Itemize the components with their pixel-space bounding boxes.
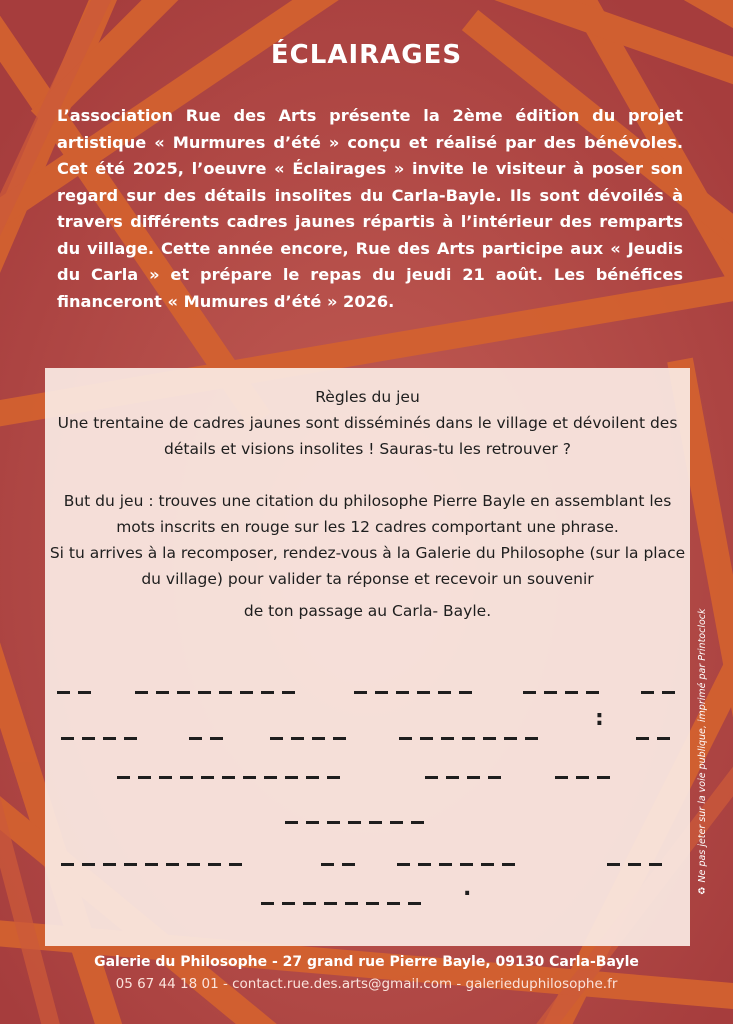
blank-letter	[306, 821, 319, 824]
blank-letter	[264, 776, 277, 779]
blank-letter	[82, 737, 95, 740]
blank-letter	[502, 863, 515, 866]
blank-letter	[555, 776, 568, 779]
blank-letter	[345, 902, 358, 905]
blank-letter	[586, 691, 599, 694]
blank-letter	[240, 691, 253, 694]
blank-letter	[657, 737, 670, 740]
blank-letter	[270, 737, 283, 740]
blank-letter	[138, 776, 151, 779]
blank-letter	[78, 691, 91, 694]
blank-letter	[333, 737, 346, 740]
blank-letter	[180, 776, 193, 779]
blank-letter	[504, 737, 517, 740]
blank-letter	[369, 821, 382, 824]
blank-letter	[390, 821, 403, 824]
blank-letter	[342, 863, 355, 866]
blank-letter	[201, 776, 214, 779]
blank-letter	[523, 691, 536, 694]
blank-letter	[187, 863, 200, 866]
blank-letter	[82, 863, 95, 866]
rules-paragraph-4: de ton passage au Carla- Bayle.	[243, 602, 492, 620]
blank-letter	[446, 776, 459, 779]
footer-contact: 05 67 44 18 01 - contact.rue.des.arts@gmail.com - galerieduphilosophe.fr	[115, 976, 618, 992]
blank-letter	[103, 863, 116, 866]
page-title: ÉCLAIRAGES	[270, 40, 463, 70]
rules-panel	[45, 368, 690, 946]
blank-letter	[291, 737, 304, 740]
blank-letter	[375, 691, 388, 694]
blank-letter	[312, 737, 325, 740]
puzzle-blanks	[45, 368, 690, 946]
blank-letter	[366, 902, 379, 905]
blank-letter	[156, 691, 169, 694]
blank-letter	[662, 691, 675, 694]
blank-letter	[198, 691, 211, 694]
blank-letter	[438, 691, 451, 694]
blank-letter	[210, 737, 223, 740]
puzzle-colon: :	[595, 706, 604, 731]
blank-letter	[145, 863, 158, 866]
blank-letter	[649, 863, 662, 866]
puzzle-period: .	[463, 876, 472, 901]
blank-letter	[411, 821, 424, 824]
rules-paragraph-3: Si tu arrives à la recomposer, rendez-vous à la Galerie du Philosophe (sur la place du village) pour valider ta réponse et recevoir un souvenir	[49, 544, 686, 588]
blank-letter	[103, 737, 116, 740]
blank-letter	[57, 691, 70, 694]
blank-letter	[641, 691, 654, 694]
blank-letter	[208, 863, 221, 866]
blank-letter	[327, 776, 340, 779]
blank-letter	[396, 691, 409, 694]
blank-letter	[439, 863, 452, 866]
blank-letter	[417, 691, 430, 694]
blank-letter	[425, 776, 438, 779]
blank-letter	[467, 776, 480, 779]
blank-letter	[607, 863, 620, 866]
blank-letter	[481, 863, 494, 866]
blank-letter	[243, 776, 256, 779]
blank-letter	[117, 776, 130, 779]
blank-letter	[61, 737, 74, 740]
rules-heading: Règles du jeu	[315, 388, 420, 406]
blank-letter	[219, 691, 232, 694]
blank-letter	[459, 691, 472, 694]
blank-letter	[397, 863, 410, 866]
blank-letter	[261, 691, 274, 694]
blank-letter	[229, 863, 242, 866]
blank-letter	[124, 737, 137, 740]
blank-letter	[488, 776, 501, 779]
blank-letter	[159, 776, 172, 779]
blank-letter	[483, 737, 496, 740]
blank-letter	[61, 863, 74, 866]
blank-letter	[285, 776, 298, 779]
blank-letter	[261, 902, 274, 905]
blank-letter	[303, 902, 316, 905]
side-note	[697, 555, 708, 895]
blank-letter	[282, 691, 295, 694]
footer-address: Galerie du Philosophe - 27 grand rue Pierre Bayle, 09130 Carla-Bayle	[94, 954, 639, 970]
blank-letter	[321, 863, 334, 866]
blank-letter	[628, 863, 641, 866]
rules-paragraph-2: But du jeu : trouves une citation du philosophe Pierre Bayle en assemblant les mots inscrits en rouge sur les 12 cadres comportant une phrase.	[63, 492, 672, 536]
blank-letter	[418, 863, 431, 866]
blank-letter	[348, 821, 361, 824]
blank-letter	[189, 737, 202, 740]
blank-letter	[222, 776, 235, 779]
blank-letter	[166, 863, 179, 866]
blank-letter	[327, 821, 340, 824]
blank-letter	[636, 737, 649, 740]
blank-letter	[135, 691, 148, 694]
rules-paragraph-1: Une trentaine de cadres jaunes sont disséminés dans le village et dévoilent des détails et visions insolites ! Sauras-tu les retrouver ?	[57, 414, 678, 458]
blank-letter	[324, 902, 337, 905]
blank-letter	[441, 737, 454, 740]
blank-letter	[576, 776, 589, 779]
blank-letter	[597, 776, 610, 779]
blank-letter	[354, 691, 367, 694]
side-note-text: Ne pas jeter sur la voie publique, imprimé par Printoclock	[697, 608, 708, 883]
blank-letter	[399, 737, 412, 740]
intro-paragraph: L’association Rue des Arts présente la 2ème édition du projet artistique « Murmures d’été » conçu et réalisé par des bénévoles. Cet été 2025, l’oeuvre « Éclairages » invite le visiteur à poser son regard sur des détails insolites du Carla-Bayle. Ils sont dévoilés à travers différents cadres jaunes répartis à l’intérieur des remparts du village. Cette année encore, Rue des Arts participe aux « Jeudis du Carla » et prépare le repas du jeudi 21 août. Les bénéfices financeront « Mumures d’été » 2026.	[57, 106, 683, 311]
blank-letter	[282, 902, 295, 905]
blank-letter	[462, 737, 475, 740]
blank-letter	[285, 821, 298, 824]
blank-letter	[544, 691, 557, 694]
blank-letter	[565, 691, 578, 694]
blank-letter	[124, 863, 137, 866]
recycle-icon: ♻	[697, 886, 708, 895]
blank-letter	[420, 737, 433, 740]
blank-letter	[177, 691, 190, 694]
blank-letter	[306, 776, 319, 779]
blank-letter	[525, 737, 538, 740]
blank-letter	[408, 902, 421, 905]
blank-letter	[387, 902, 400, 905]
blank-letter	[460, 863, 473, 866]
